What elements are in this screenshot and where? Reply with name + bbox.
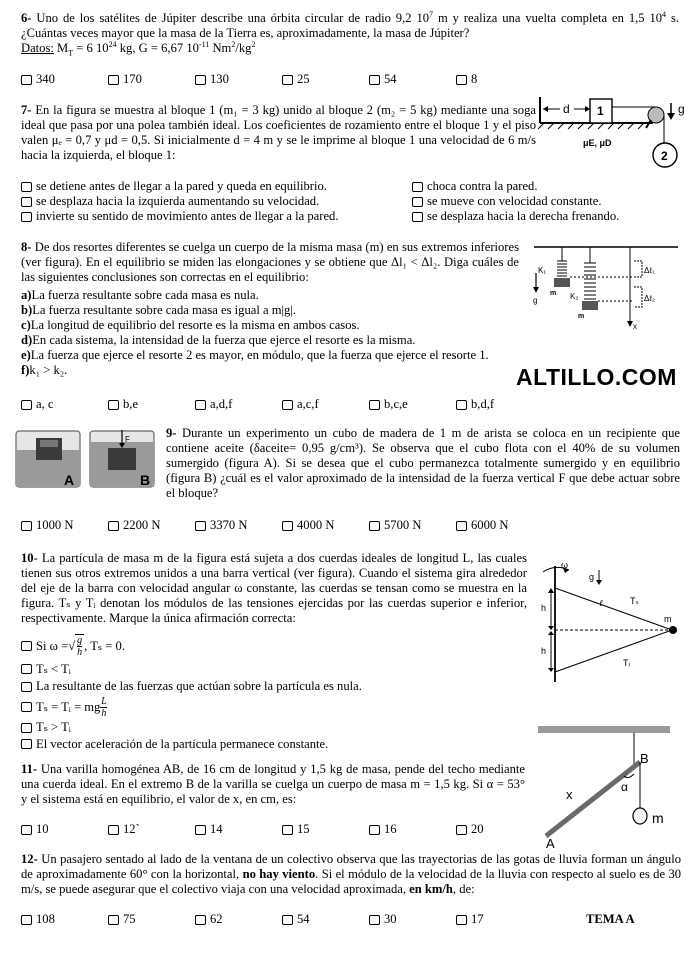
checkbox[interactable] <box>108 75 119 85</box>
checkbox[interactable] <box>21 739 32 749</box>
q12-option[interactable]: 108 <box>21 912 108 927</box>
q8-item: f) k₁ > k₂. <box>21 363 68 377</box>
q7-option[interactable]: se desplaza hacia la derecha frenando. <box>412 209 672 224</box>
question-10: 10- La partícula de masa m de la figura está sujeta a dos cuerdas ideales de longitud L, las cuales tienen sus otros extremos unidos a una barra vertical (ver figura). Cuando el sistema gira alrededor del eje de la barra con velocidad angular ω constante, las cuerdas se tensan como se muestra en la figura. Tₛ y Tᵢ denotan los módulos de las tensiones ejercidas por las cuerdas superior e inferior, respectivamente. Marque la única afirmación correcta: <box>21 551 527 625</box>
checkbox[interactable] <box>369 400 380 410</box>
q7-option[interactable]: invierte su sentido de movimiento antes de llegar a la pared. <box>21 209 412 224</box>
q12-option[interactable]: 54 <box>282 912 369 927</box>
q8-options <box>21 397 681 412</box>
q12-option[interactable]: 17 <box>456 912 543 927</box>
q7-fig-mu: μE, μD <box>583 138 612 148</box>
checkbox[interactable] <box>21 664 32 674</box>
q9-options <box>21 518 681 533</box>
q6-number: 6- <box>21 11 32 25</box>
q7-option[interactable]: se desplaza hacia la izquierda aumentando su velocidad. <box>21 194 412 209</box>
q6-options <box>21 72 681 87</box>
q11-fig-alpha: α <box>621 780 628 794</box>
question-9: 9- Durante un experimento un cubo de madera de 1 m de arista se coloca en un recipiente que contiene aceite (δaceite= 0,95 g/cm³). Se observa que el cubo flota con el 40% de su volumen sumergido (figura A). Si se desea que el cubo permanezca totalmente sumergido y en equilibrio (figura B) ¿cuál es el valor aproximado de la intensidad de la fuerza vertical F que debe actuar sobre el bloque? <box>166 426 680 500</box>
q7-options <box>21 179 681 224</box>
q9-option[interactable]: 2200 N <box>108 518 195 533</box>
question-8: 8- De dos resortes diferentes se cuelga un cuerpo de la misma masa (m) en sus extremos inferiores (ver figura). En el equilibrio se miden las elongaciones y se obtiene que Δl₁ < Δl₂. Diga cuáles de las siguientes conclusiones son correctas en el equilibrio: <box>21 240 519 284</box>
q10-options <box>21 632 521 752</box>
checkbox[interactable] <box>456 400 467 410</box>
q11-fig-m: m <box>652 810 664 826</box>
q10-option[interactable]: El vector aceleración de la partícula permanece constante. <box>21 736 521 752</box>
q8-springs-figure <box>530 243 685 333</box>
q11-fig-b: B <box>640 751 649 766</box>
checkbox[interactable] <box>195 400 206 410</box>
q7-fig-g: g <box>678 102 685 116</box>
checkbox[interactable] <box>108 521 119 531</box>
q8-item: e) La fuerza que ejerce el resorte 2 es mayor, en módulo, que la fuerza que ejerce el resorte 1. <box>21 348 489 362</box>
svg-text:ω: ω <box>561 560 569 570</box>
q7-pulley-figure <box>538 93 688 178</box>
checkbox[interactable] <box>21 825 32 835</box>
checkbox[interactable] <box>282 521 293 531</box>
q7-option[interactable]: choca contra la pared. <box>412 179 672 194</box>
checkbox[interactable] <box>21 702 32 712</box>
checkbox[interactable] <box>108 915 119 925</box>
checkbox[interactable] <box>108 825 119 835</box>
checkbox[interactable] <box>21 682 32 692</box>
q12-option[interactable]: 75 <box>108 912 195 927</box>
q9-fig-b: B <box>140 472 151 488</box>
checkbox[interactable] <box>412 197 423 207</box>
q8-option[interactable]: b,c,e <box>369 397 456 412</box>
q7-option[interactable]: se mueve con velocidad constante. <box>412 194 672 209</box>
q9-option[interactable]: 3370 N <box>195 518 282 533</box>
q10-option[interactable]: Tₛ > Tᵢ <box>21 719 521 736</box>
q8-option[interactable]: a,d,f <box>195 397 282 412</box>
question-6: 6- Uno de los satélites de Júpiter describe una órbita circular de radio 9,2 $10^7$ m y realiza una vuelta completa en 1,5 $10^4$ s. ¿Cuántas veces mayor que la masa de la Tierra es, aproximadamente, la masa de Júpiter? Datos: $M_T = 6$ $10^{24}$ kg, G = 6,67 $10^{-11}$ $Nm^2/kg^2$ <box>21 9 679 58</box>
checkbox[interactable] <box>282 825 293 835</box>
question-12: 12- Un pasajero sentado al lado de la ventana de un colectivo observa que las trayectorias de las gotas de lluvia forman un ángulo de aproximadamente 60° con la horizontal, no hay viento. Si el módulo de la velocidad de la lluvia con respecto al suelo es de 30 m/s, se puede asegurar que el colectivo viaja con una velocidad aproximada, en km/h, de: <box>21 852 682 896</box>
checkbox[interactable] <box>456 75 467 85</box>
svg-text:K₂: K₂ <box>570 292 579 301</box>
q11-rod-figure <box>532 724 687 849</box>
checkbox[interactable] <box>369 825 380 835</box>
q6-option[interactable]: 130 <box>195 72 282 87</box>
question-11: 11- Una varilla homogénea AB, de 16 cm de longitud y 1,5 kg de masa, pende del techo mediante una cuerda ideal. En el extremo B de la varilla se cuelga un cuerpo de masa m = 1,5 kg. Si α = 53° y el sistema está en equilibrio, el valor de x, en cm, es: <box>21 762 525 806</box>
altillo-logo: ALTILLO.COM <box>516 364 677 390</box>
svg-text:m: m <box>550 290 557 297</box>
q10-rotating-figure <box>535 560 685 690</box>
tema-label: TEMA A <box>586 912 635 926</box>
checkbox[interactable] <box>195 915 206 925</box>
q9-fig-a: A <box>64 472 75 488</box>
q6-option[interactable]: 170 <box>108 72 195 87</box>
q12-number: 12- <box>21 852 38 866</box>
svg-text:g: g <box>589 572 595 582</box>
q11-option[interactable]: 15 <box>282 822 369 837</box>
checkbox[interactable] <box>21 723 32 733</box>
checkbox[interactable] <box>21 400 32 410</box>
checkbox[interactable] <box>21 641 32 651</box>
svg-text:K₁: K₁ <box>538 266 547 275</box>
checkbox[interactable] <box>21 197 32 207</box>
q10-option[interactable]: Tₛ = Tᵢ = mg L h <box>21 695 521 719</box>
q6-option[interactable]: 54 <box>369 72 456 87</box>
checkbox[interactable] <box>456 915 467 925</box>
q7-fig-b2: 2 <box>661 149 668 163</box>
q8-option[interactable]: a, c <box>21 397 108 412</box>
q6-datos-label: Datos: <box>21 41 54 55</box>
checkbox[interactable] <box>456 825 467 835</box>
svg-text:Δℓ₂: Δℓ₂ <box>644 294 656 303</box>
q8-number: 8- <box>21 240 32 254</box>
q11-option[interactable]: 12` <box>108 822 195 837</box>
q9-option[interactable]: 6000 N <box>456 518 543 533</box>
checkbox[interactable] <box>282 400 293 410</box>
checkbox[interactable] <box>21 521 32 531</box>
checkbox[interactable] <box>21 75 32 85</box>
checkbox[interactable] <box>21 182 32 192</box>
q6-option[interactable]: 340 <box>21 72 108 87</box>
svg-text:h: h <box>541 646 547 656</box>
svg-text:Tₛ: Tₛ <box>630 596 639 606</box>
q8-option[interactable]: b,d,f <box>456 397 543 412</box>
checkbox[interactable] <box>21 212 32 222</box>
svg-text:Δℓ₁: Δℓ₁ <box>644 266 655 275</box>
checkbox[interactable] <box>195 75 206 85</box>
q7-number: 7- <box>21 103 32 117</box>
q8-item: b) La fuerza resultante sobre cada masa es igual a m|g|. <box>21 303 296 317</box>
q10-option[interactable]: Tₛ < Tᵢ <box>21 660 521 678</box>
checkbox[interactable] <box>282 915 293 925</box>
q12-option[interactable]: 30 <box>369 912 456 927</box>
checkbox[interactable] <box>412 182 423 192</box>
q12-options <box>21 912 681 927</box>
q11-option[interactable]: 14 <box>195 822 282 837</box>
checkbox[interactable] <box>456 521 467 531</box>
q7-option[interactable]: se detiene antes de llegar a la pared y queda en equilibrio. <box>21 179 412 194</box>
question-7: 7- En la figura se muestra al bloque 1 (m₁ = 3 kg) unido al bloque 2 (m₂ = 5 kg) mediante una soga ideal que pasa por una polea también ideal. Los coeficientes de rozamiento entre el bloque 1 y el piso valen μₑ = 0,7 y μd = 0,5. Si inicialmente d = 4 m y se le imprime al bloque 1 una velocidad de 6 m/s hacia la izquierda, el bloque 1: <box>21 103 536 162</box>
q7-fig-d: d <box>563 102 570 116</box>
svg-text:ℓ: ℓ <box>599 598 603 608</box>
q11-option[interactable]: 10 <box>21 822 108 837</box>
q11-fig-x: x <box>566 787 573 802</box>
svg-text:m: m <box>578 313 585 320</box>
checkbox[interactable] <box>195 521 206 531</box>
q8-item: d) En cada sistema, la intensidad de la fuerza que ejerce el resorte es la misma. <box>21 333 416 347</box>
q10-number: 10 <box>21 551 34 565</box>
svg-text:Tᵢ: Tᵢ <box>623 658 630 668</box>
checkbox[interactable] <box>282 75 293 85</box>
q8-item: a) La fuerza resultante sobre cada masa es nula. <box>21 288 259 302</box>
checkbox[interactable] <box>412 212 423 222</box>
q6-option[interactable]: 8 <box>456 72 543 87</box>
q9-option[interactable]: 5700 N <box>369 518 456 533</box>
checkbox[interactable] <box>369 915 380 925</box>
q11-fig-a: A <box>546 836 555 849</box>
q9-number: 9- <box>166 426 177 440</box>
checkbox[interactable] <box>369 75 380 85</box>
q8-option[interactable]: a,c,f <box>282 397 369 412</box>
checkbox[interactable] <box>195 825 206 835</box>
q11-option[interactable]: 16 <box>369 822 456 837</box>
q11-option[interactable]: 20 <box>456 822 543 837</box>
q8-option[interactable]: b,e <box>108 397 195 412</box>
q9-containers-figure <box>14 428 159 490</box>
svg-text:m: m <box>664 614 672 624</box>
q10-option[interactable]: La resultante de las fuerzas que actúan sobre la partícula es nula. <box>21 678 521 695</box>
q11-number: 11- <box>21 762 38 776</box>
q12-option[interactable]: 62 <box>195 912 282 927</box>
q9-option[interactable]: 4000 N <box>282 518 369 533</box>
q9-fig-f: F <box>125 435 130 444</box>
q9-option[interactable]: 1000 N <box>21 518 108 533</box>
checkbox[interactable] <box>369 521 380 531</box>
q8-item: c) La longitud de equilibrio del resorte es la misma en ambos casos. <box>21 318 360 332</box>
q7-fig-b1: 1 <box>597 104 604 118</box>
svg-text:h: h <box>541 603 547 613</box>
checkbox[interactable] <box>108 400 119 410</box>
q10-option[interactable]: Si ω = √ g h , Tₛ = 0. <box>21 632 521 660</box>
svg-text:x: x <box>633 322 637 331</box>
svg-text:g: g <box>533 296 538 305</box>
checkbox[interactable] <box>21 915 32 925</box>
q6-option[interactable]: 25 <box>282 72 369 87</box>
